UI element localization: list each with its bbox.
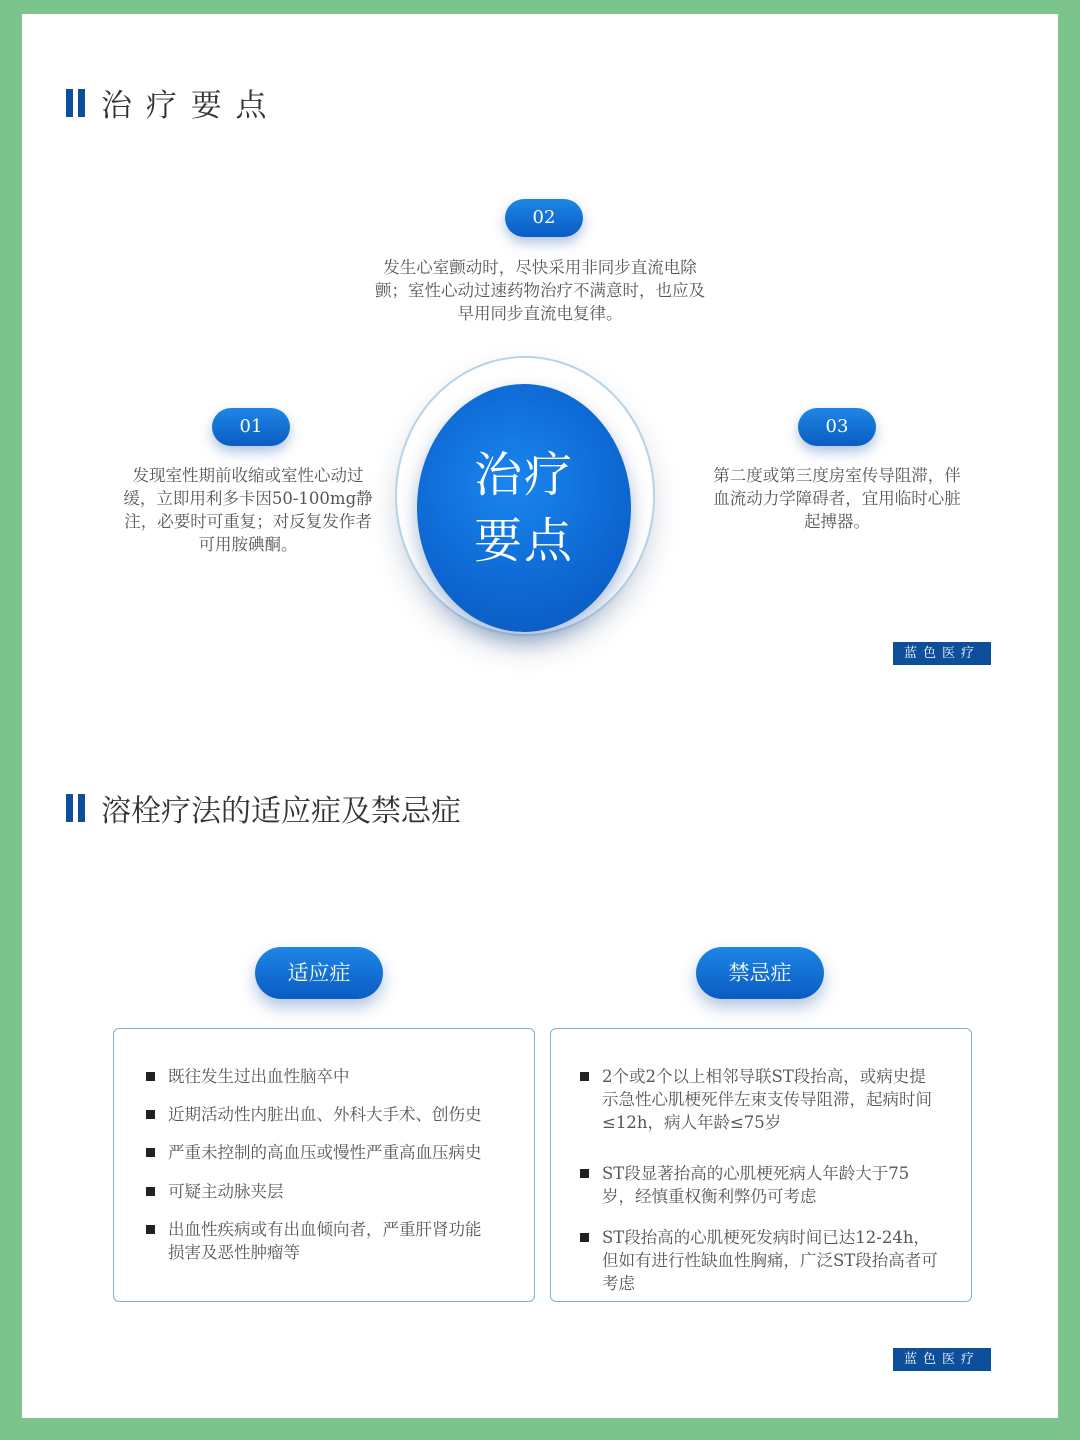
- list-item: [146, 1065, 506, 1088]
- list-item-text: 近期活动性内脏出血、外科大手术、创伤史: [168, 1105, 482, 1124]
- list-item-text: ST段抬高的心肌梗死发病时间已达12-24h，但如有进行性缺血性胸痛，广泛ST段抬高者可考虑: [602, 1228, 938, 1293]
- section2-title: 溶栓疗法的适应症及禁忌症: [101, 794, 461, 829]
- list-item: [580, 1226, 940, 1295]
- point-text-02: 发生心室颤动时，尽快采用非同步直流电除颤；室性心动过速药物治疗不满意时，也应及早用同步直流电复律。: [375, 258, 705, 323]
- brand-tag: 蓝色医疗: [893, 642, 991, 665]
- list-item-text: 既往发生过出血性脑卒中: [168, 1067, 350, 1086]
- contraindications-label: 禁忌症: [696, 947, 824, 999]
- bullet-square-icon: [580, 1169, 589, 1178]
- bullet-square-icon: [146, 1148, 155, 1157]
- bullet-square-icon: [580, 1072, 589, 1081]
- list-item-text: 严重未控制的高血压或慢性严重高血压病史: [168, 1143, 482, 1162]
- list-item-text: ST段显著抬高的心肌梗死病人年龄大于75岁，经慎重权衡利弊仍可考虑: [602, 1164, 910, 1206]
- bullet-square-icon: [146, 1072, 155, 1081]
- point-badge-03: 03: [798, 408, 876, 446]
- section-title-thrombolysis: [66, 786, 461, 830]
- point-badge-01: 01: [212, 408, 290, 446]
- bullet-square-icon: [580, 1233, 589, 1242]
- center-text-line1: 治疗: [473, 447, 574, 503]
- section1-title: 治 疗 要 点: [101, 88, 269, 124]
- list-item: [146, 1103, 506, 1126]
- indications-label: 适应症: [255, 947, 383, 999]
- brand-tag: 蓝色医疗: [893, 1348, 991, 1371]
- list-item-text: 可疑主动脉夹层: [168, 1182, 284, 1201]
- list-item: [146, 1141, 506, 1164]
- title-bars-icon: [66, 89, 85, 117]
- point-badge-02: 02: [505, 199, 583, 237]
- bullet-square-icon: [146, 1110, 155, 1119]
- section-title-treatment: [66, 80, 269, 125]
- bullet-square-icon: [146, 1225, 155, 1234]
- bullet-square-icon: [146, 1187, 155, 1196]
- list-item: [146, 1180, 506, 1203]
- list-item: [146, 1218, 486, 1264]
- point-text-01: 发现室性期前收缩或室性心动过缓，立即用利多卡因50-100mg静注，必要时可重复；对反复发作者可用胺碘酮。: [123, 466, 373, 554]
- list-item-text: 2个或2个以上相邻导联ST段抬高，或病史提示急性心肌梗死伴左束支传导阻滞，起病时间≤12h，病人年龄≤75岁: [602, 1067, 932, 1132]
- title-bars-icon: [66, 794, 85, 822]
- list-item-text: 出血性疾病或有出血倾向者，严重肝肾功能损害及恶性肿瘤等: [168, 1220, 482, 1262]
- point-text-03: 第二度或第三度房室传导阻滞，伴血流动力学障碍者，宜用临时心脏起搏器。: [713, 466, 961, 531]
- center-circle: [417, 384, 631, 632]
- center-text-line2: 要点: [473, 513, 574, 569]
- list-item: [580, 1162, 940, 1208]
- list-item: [580, 1065, 940, 1134]
